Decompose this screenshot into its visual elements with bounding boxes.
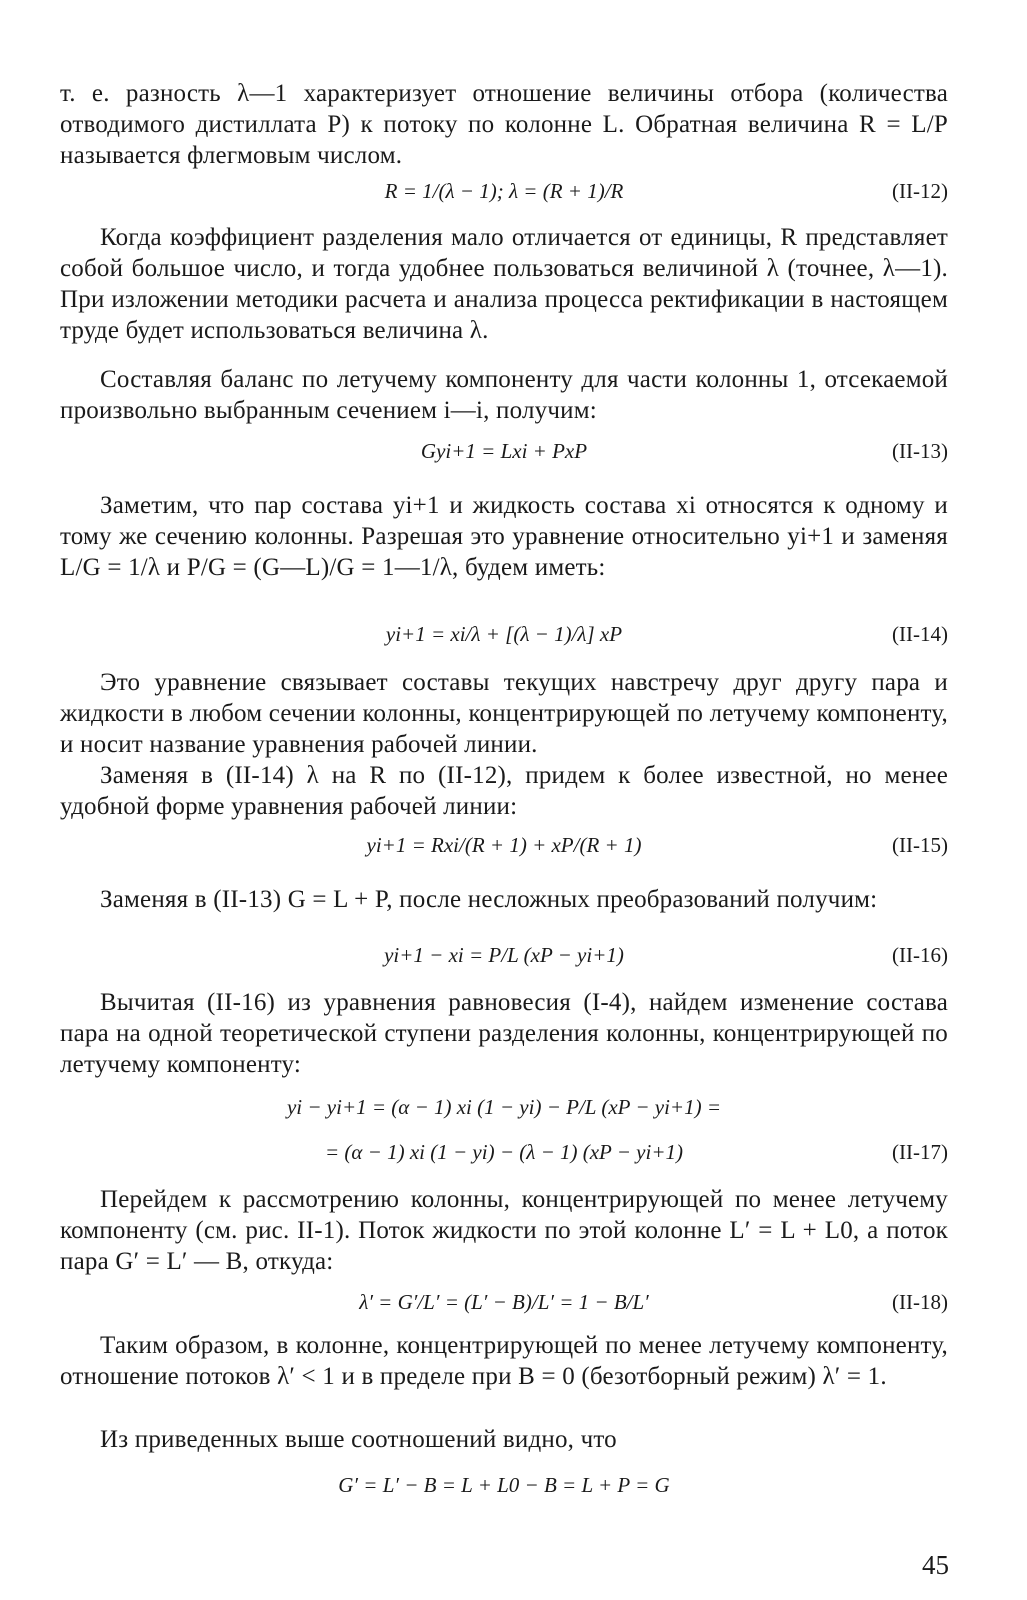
paragraph-less-volatile-column: Перейдем к рассмотрению колонны, концентрирующей по менее летучему компоненту (см. рис. II-1). Поток жидкости по этой колонне L′ = L + L0, а поток пара G′ = L′ — B, откуда: <box>60 1186 948 1275</box>
equation-expression: G′ = L′ − B = L + L0 − B = L + P = G <box>338 1473 670 1497</box>
equation-number: (II-15) <box>892 833 948 857</box>
paragraph-balance: Составляя баланс по летучему компоненту для части колонны 1, отсекаемой произвольно выбранным сечением i—i, получим: <box>60 366 948 424</box>
page-number: 45 <box>922 1550 949 1580</box>
equation-expression: yi+1 = xi/λ + [(λ − 1)/λ] xP <box>385 622 623 646</box>
paragraph-vapor-liquid: Заметим, что пар состава yi+1 и жидкость состава xi относятся к одному и тому же сечению колонны. Разрешая это уравнение относительно yi+1 и заменяя L/G = 1/λ и P/G = (G—L)/G = 1—1/λ, будем иметь: <box>60 492 948 581</box>
paragraph-relations: Из приведенных выше соотношений видно, что <box>100 1426 617 1453</box>
equation-expression: yi − yi+1 = (α − 1) xi (1 − yi) − P/L (xP − yi+1) = <box>286 1095 722 1119</box>
equation-number: (II-16) <box>892 943 948 967</box>
equation-ii-13 <box>60 436 948 466</box>
paragraph-replace-lambda: Заменяя в (II-14) λ на R по (II-12), придем к более известной, но менее удобной форме уравнения рабочей линии: <box>60 762 948 820</box>
paragraph-flow-ratio: Таким образом, в колонне, концентрирующей по менее летучему компоненту, отношение потоков λ′ < 1 и в пределе при B = 0 (безотборный режим) λ′ = 1. <box>60 1332 948 1390</box>
equation-expression: yi+1 − xi = P/L (xP − yi+1) <box>384 943 624 967</box>
paragraph-separation-coefficient: Когда коэффициент разделения мало отличается от единицы, R представляет собой большое число, и тогда удобнее пользоваться величиной λ (точнее, λ—1). При изложении методики расчета и анализа процесса ректификации в настоящем труде будет использоваться величина λ. <box>60 224 948 344</box>
equation-ii-16 <box>60 940 948 970</box>
equation-vapor-flow <box>60 1470 948 1500</box>
equation-ii-17-line1 <box>60 1092 948 1122</box>
equation-ii-17 <box>60 1137 948 1167</box>
equation-expression: R = 1/(λ − 1); λ = (R + 1)/R <box>384 179 624 203</box>
paragraph-operating-line: Это уравнение связывает составы текущих навстречу друг другу пара и жидкости в любом сечении колонны, концентрирующей по летучему компоненту, и носит название уравнения рабочей линии. <box>60 669 948 758</box>
equation-ii-14 <box>60 619 948 649</box>
equation-expression: yi+1 = Rxi/(R + 1) + xP/(R + 1) <box>366 833 642 857</box>
equation-number: (II-17) <box>892 1140 948 1164</box>
equation-expression: = (α − 1) xi (1 − yi) − (λ − 1) (xP − yi+1) <box>325 1140 683 1164</box>
equation-number: (II-13) <box>892 439 948 463</box>
equation-number: (II-14) <box>892 622 948 646</box>
equation-expression: Gyi+1 = Lxi + PxP <box>420 439 588 463</box>
equation-expression: λ′ = G′/L′ = (L′ − B)/L′ = 1 − B/L′ <box>359 1290 649 1314</box>
equation-number: (II-18) <box>892 1290 948 1314</box>
equation-ii-18 <box>60 1287 948 1317</box>
paragraph-subtract-equilibrium: Вычитая (II-16) из уравнения равновесия (I-4), найдем изменение состава пара на одной теоретической ступени разделения колонны, концентрирующей по летучему компоненту: <box>60 989 948 1078</box>
equation-ii-12 <box>60 176 948 206</box>
equation-ii-15 <box>60 830 948 860</box>
paragraph-distillate-ratio: т. е. разность λ—1 характеризует отношение величины отбора (количества отводимого дистиллата P) к потоку по колонне L. Обратная величина R = L/P называется флегмовым числом. <box>60 80 948 169</box>
equation-number: (II-12) <box>892 179 948 203</box>
paragraph-replace-g: Заменяя в (II-13) G = L + P, после несложных преобразований получим: <box>100 886 878 913</box>
